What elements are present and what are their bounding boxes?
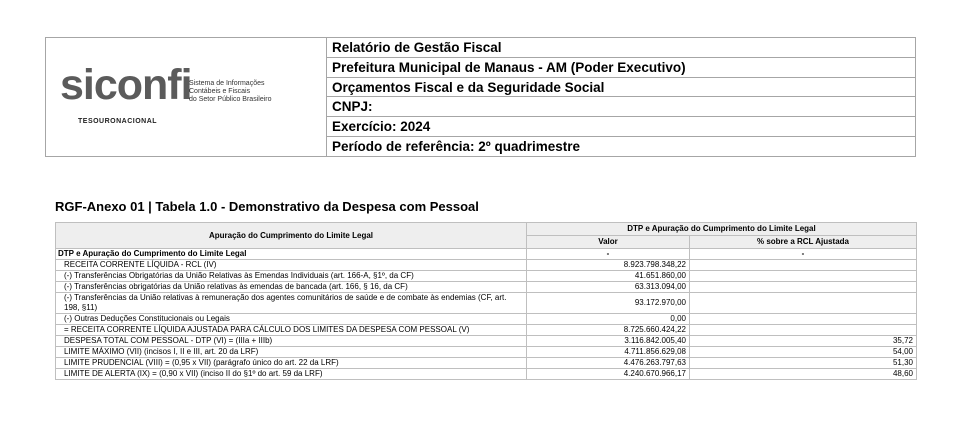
logo-subtitle-line: do Setor Público Brasileiro bbox=[189, 96, 272, 103]
row-pct bbox=[690, 282, 917, 293]
row-pct bbox=[690, 260, 917, 271]
row-pct bbox=[690, 293, 917, 314]
row-label: LIMITE PRUDENCIAL (VIII) = (0,95 x VII) (parágrafo único do art. 22 da LRF) bbox=[56, 358, 527, 369]
reference-period: Período de referência: 2º quadrimestre bbox=[332, 139, 581, 155]
cnpj: CNPJ: bbox=[327, 97, 915, 117]
report-type: Relatório de Gestão Fiscal bbox=[327, 38, 915, 58]
row-pct: 51,30 bbox=[690, 358, 917, 369]
section-pct: - bbox=[690, 249, 917, 260]
personnel-expense-table bbox=[55, 222, 917, 380]
table-row bbox=[56, 336, 917, 347]
row-label: DESPESA TOTAL COM PESSOAL - DTP (VI) = (IIIa + IIIb) bbox=[56, 336, 527, 347]
row-valor: 4.476.263.797,63 bbox=[527, 358, 690, 369]
logo-tesouro-nacional: TESOURONACIONAL bbox=[78, 118, 158, 125]
table-title: RGF-Anexo 01 | Tabela 1.0 - Demonstrativo da Despesa com Pessoal bbox=[55, 199, 479, 214]
row-label: (-) Transferências obrigatórias da União relativas às emendas de bancada (art. 166, § 16, da CF) bbox=[56, 282, 527, 293]
table-row bbox=[56, 358, 917, 369]
row-valor: 3.116.842.005,40 bbox=[527, 336, 690, 347]
row-valor: 4.240.670.966,17 bbox=[527, 369, 690, 380]
row-valor: 0,00 bbox=[527, 314, 690, 325]
section-row bbox=[56, 249, 917, 260]
row-valor: 93.172.970,00 bbox=[527, 293, 690, 314]
table-row bbox=[56, 325, 917, 336]
table-row bbox=[56, 293, 917, 314]
row-pct bbox=[690, 325, 917, 336]
column-header-pct: % sobre a RCL Ajustada bbox=[690, 236, 917, 249]
row-label: LIMITE DE ALERTA (IX) = (0,90 x VII) (inciso II do §1º do art. 59 da LRF) bbox=[56, 369, 527, 380]
row-pct bbox=[690, 314, 917, 325]
logo-subtitle-line: Contábeis e Fiscais bbox=[189, 88, 251, 95]
row-label: (-) Transferências da União relativas à remuneração dos agentes comunitários de saúde e de combate às endemias (CF, art. 198, §11) bbox=[56, 293, 527, 314]
report-header bbox=[45, 37, 916, 157]
column-header-label: Apuração do Cumprimento do Limite Legal bbox=[56, 223, 527, 249]
row-pct: 54,00 bbox=[690, 347, 917, 358]
row-valor: 41.651.860,00 bbox=[527, 271, 690, 282]
row-pct: 48,60 bbox=[690, 369, 917, 380]
section-label: DTP e Apuração do Cumprimento do Limite Legal bbox=[56, 249, 527, 260]
row-valor: 4.711.856.629,08 bbox=[527, 347, 690, 358]
table-row bbox=[56, 282, 917, 293]
report-info bbox=[327, 38, 915, 156]
row-label: LIMITE MÁXIMO (VII) (incisos I, II e III, art. 20 da LRF) bbox=[56, 347, 527, 358]
table-row bbox=[56, 347, 917, 358]
fiscal-year: Exercício: 2024 bbox=[327, 117, 915, 137]
siconfi-logo bbox=[46, 38, 327, 156]
table-row bbox=[56, 260, 917, 271]
budget-scope: Orçamentos Fiscal e da Seguridade Social bbox=[327, 78, 915, 98]
column-header-valor: Valor bbox=[527, 236, 690, 249]
table-row bbox=[56, 314, 917, 325]
row-valor: 63.313.094,00 bbox=[527, 282, 690, 293]
table-row bbox=[56, 369, 917, 380]
section-valor: - bbox=[527, 249, 690, 260]
entity-name: Prefeitura Municipal de Manaus - AM (Poder Executivo) bbox=[327, 58, 915, 78]
column-group-header: DTP e Apuração do Cumprimento do Limite Legal bbox=[527, 223, 917, 236]
row-label: (-) Transferências Obrigatórias da União Relativas às Emendas Individuais (art. 166-A, §1º, da CF) bbox=[56, 271, 527, 282]
row-label: RECEITA CORRENTE LÍQUIDA - RCL (IV) bbox=[56, 260, 527, 271]
row-label: = RECEITA CORRENTE LÍQUIDA AJUSTADA PARA CÁLCULO DOS LIMITES DA DESPESA COM PESSOAL (V) bbox=[56, 325, 527, 336]
row-valor: 8.923.798.348,22 bbox=[527, 260, 690, 271]
row-valor: 8.725.660.424,22 bbox=[527, 325, 690, 336]
logo-subtitle-line: Sistema de Informações bbox=[189, 80, 265, 87]
logo-subtitle bbox=[189, 80, 319, 104]
logo-wordmark: siconfi bbox=[60, 61, 192, 109]
table-row bbox=[56, 271, 917, 282]
row-pct: 35,72 bbox=[690, 336, 917, 347]
row-pct bbox=[690, 271, 917, 282]
row-label: (-) Outras Deduções Constitucionais ou Legais bbox=[56, 314, 527, 325]
